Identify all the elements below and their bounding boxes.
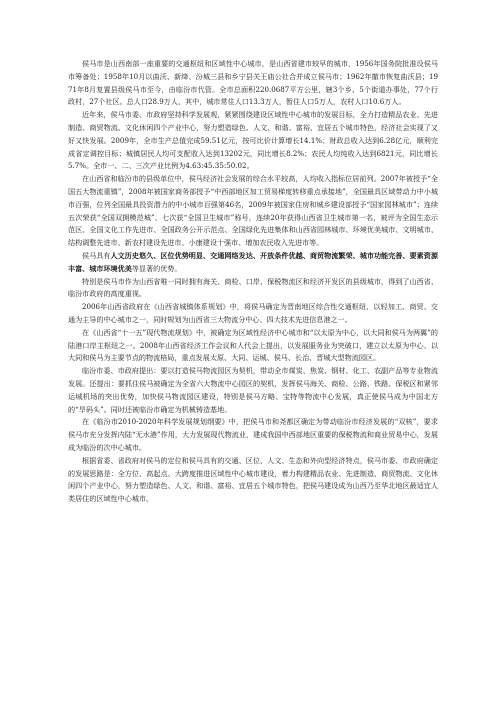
paragraph-p10: [68, 455, 438, 506]
text-segment: 在山西省和临汾市的县级单位中，侯马经济社会发展的综合水平较高，人均收入指标位居前列。2007年被授予“全国五大物流重镇”，2008年被国家商务部授予“中西部地区加工贸易梯度转移重点承接地”，全国最具区域带动力中小城市百强，位列全国最具投资潜力的中小城市百强第46名，2009年被国家住房和城乡建设部授予“国家园林城市”；连续五次荣获“全国双拥模范城”、七次获“全国卫生城市”称号，连续20年获得山西省卫生城市第一名，被评为全国生态示范区、全国文化工作先进市、全国政务公开示范点、全国绿化先进集体和山西省园林城市、环境优美城市、文明城市、结构调整先进市、新农村建设先进市、小康建设十强市、增加农民收入先进市等。: [68, 174, 438, 248]
paragraph-p8: [68, 365, 438, 416]
text-segment: 在《临汾市2010-2020年科学发展规划纲要》中，把侯马市和尧都区确定为带动临汾市经济发展的“双核”，要求侯马市充分发挥内陆“无水港”作用，大力发展现代物流业，建成我国中西部地区重要的保税物流和商业贸易中心，发展成为临汾的次中心城市。: [68, 417, 438, 452]
paragraph-p2: [68, 109, 438, 173]
paragraph-p9: [68, 416, 438, 454]
text-segment: 近年来，侯马市委、市政府坚持科学发展观，紧紧围绕建设区域性中心城市的发展目标，全力打造精品农业、先进制造、商贸物流、文化休闲四个产业中心，努力塑造绿色、人文、和谐、富裕、宜居五个城市特色，经济社会实现了又好又快发展。2009年，全市生产总值完成59.51亿元，按可比价计算增长14.1%；财政总收入达到6.28亿元，顺利完成省定调控目标；城镇居民人均可支配收入达到13202元，同比增长8.2%；农民人均纯收入达到6821元，同比增长5.7%。全市一、二、三次产业比例为4.63:45.35:50.02。: [68, 110, 438, 171]
text-segment: 特别是侯马市作为山西省唯一同时拥有海关、商检、口岸、保税物流区和经济开发区的县级城市，得到了山西省、临汾市政府的高度重视。: [68, 276, 438, 299]
text-segment: 2006年山西省政府在《山西省城镇体系规划》中，将侯马确定为晋南地区综合性交通枢纽、以轻加工、商贸、交通为主导的中心城市之一，同时规划为山西省三大物流分中心、四大技术先进信息港之一。: [68, 302, 438, 324]
text-segment: 等显著的优势。: [131, 263, 182, 273]
paragraph-p7: [68, 327, 438, 365]
paragraph-p6: [68, 301, 438, 327]
bold-text-segment: 人文历史悠久、区位优势明显、交通网络发达、开放条件优越、商贸物流繁荣、城市功能完善、要素资源丰富、城市环境优美: [68, 250, 438, 273]
text-segment: 临汾市委、市政府提出：要以打造侯马物流园区为契机，带动全市煤炭、焦炭、钢材、化工、农副产品等专业物流发展。还提出：要抓住侯马被确定为全省六大物流中心园区的契机，发挥侯马海关、商检、公路、铁路、保税区和紧邻运城机场的突出优势，加快侯马物流园区建设，特别是侯马方略、宝特等物流中心发展，真正使侯马成为中国北方的“旱码头”。同时还被临汾市确定为机械铸造基地。: [68, 366, 438, 414]
text-segment: 侯马市是山西南部一座重要的交通枢纽和区域性中心城市，是山西省建市较早的城市，1956年国务院批准设侯马市筹备处；1958年10月以曲沃、新绛、汾城三县和乡宁县关王庙公社合并成立侯马市；1962年撤市恢复曲沃县；1971年8月复置县级侯马市至今，由临汾市代管。全市总面积220.0687平方公里，辖3个乡、5个街道办事处，77个行政村，27个社区。总人口28.9万人，其中，城市常住人口13.3万人，暂住人口5万人，农村人口10.6万人。: [68, 59, 438, 107]
paragraph-p4: [68, 250, 438, 276]
text-segment: 在《山西省“十一五”现代物流规划》中，被确定为区域性经济中心城市和“以太原为中心，以大同和侯马为两翼”的陆港口岸主枢纽之一。2008年山西省经济工作会议和人代会上提出，以发展服务业为突破口，建立以太原为中心、以大同和侯马为主要节点的物流格局，重点发展太原、大同、运城、侯马、长治、晋城大型物流园区。: [68, 327, 438, 363]
paragraph-p3: [68, 173, 438, 250]
document-body: [68, 58, 438, 506]
paragraph-p1: [68, 58, 438, 109]
text-segment: 侯马具有: [82, 250, 111, 260]
text-segment: 根据省委、省政府对侯马的定位和侯马具有的交通、区位、人文、生态和外向型经济特点，侯马市委、市政府确定的发展思路是：全方位、高起点、大跨度推进区域性中心城市建设，着力构建精品农业、先进制造、商贸物流、文化休闲四个产业中心，努力塑造绿色、人文、和谐、富裕、宜居五个城市特色，把侯马建设成为山西乃至华北地区最适宜人类居住的区域性中心城市。: [68, 455, 438, 504]
paragraph-p5: [68, 276, 438, 302]
